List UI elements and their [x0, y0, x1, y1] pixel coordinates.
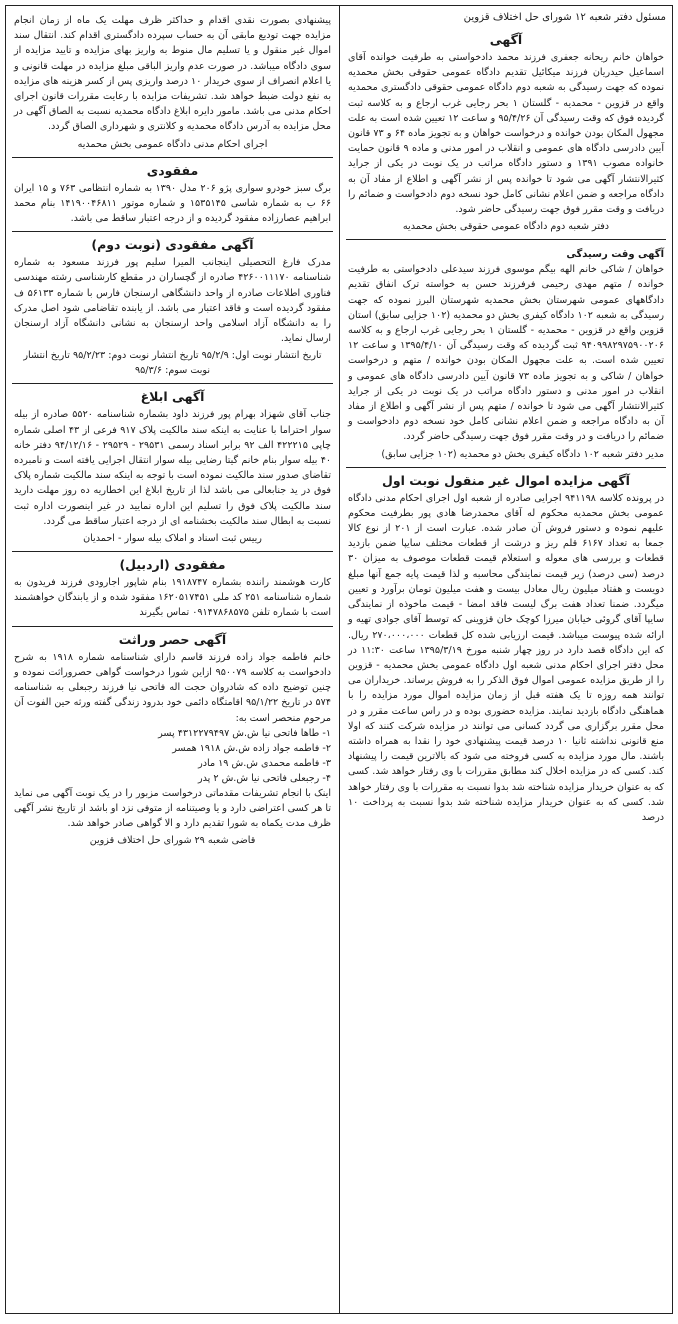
notice-lost-vehicle-doc [12, 158, 333, 233]
notice-inheritance [12, 627, 333, 854]
notice-body: پیشنهادی بصورت نقدی اقدام و حداکثر ظرف مهلت یک ماه از زمان انجام مزایده جهت تودیع مابقی آن به حساب سپرده دادگستری اقدام کند. انتقال سند اموال غیر منقول و یا تسلیم مال منوط به واریز بهای مزایده و تایید مزایده از سوی دادگاه میباشد. در صورت عدم واریز الباقی مبلغ مزایده در مهلت قانونی و یا اعلام انصراف از سوی خریدار ۱۰ درصد واریزی پس از کسر هزینه های مزایده به نفع دولت ضبط خواهد شد. تشریفات مزایده با رعایت مقررات قانون اجرای احکام مدنی می باشد. مامور دایره ابلاغ دادگاه محمدیه نسبت به الصاق آگهی در محل مزایده به آدرس دادگاه محمدیه و کلانتری و شهرداری الصاق گردد. [14, 15, 332, 133]
notice-heading: آگهی وقت رسیدگی [566, 249, 664, 261]
notice-body: خواهان خانم ریحانه جعفری فرزند محمد دادخواستی به طرفیت خوانده آقای اسماعیل حیدریان فرزند میکائیل تقدیم دادگاه عمومی حقوقی بخش محمدیه نموده که جهت رسیدگی به شعبه دوم دادگاه عمومی حقوقی دادگستری محمدیه واقع در قزوین - محمدیه - گلستان ۱ بحر رجایی غرب ارجاع و به کلاسه ثبت گردیده فوق که وقت رسیدگی آن ۹۵/۴/۲۶ و ساعت ۱۲ تعیین شده است به علت مجهول المکان بودن خوانده و درخواست خواهان و به تجویز ماده ۶۴ و ۷۳ قانون آیین دادرسی دادگاه های عمومی و انقلاب در امور مدنی و ماده ۹ قانون حمایت خانواده مصوب ۱۳۹۱ و دستور دادگاه مراتب در یک نوبت در یکی از جراید کثیرالانتشار آگهی می شود تا خوانده پس از نشر آگهی و اطلاع از مفاد آن به دادگاه مراجعه و ضمن اعلام نشانی کامل خود نسخه دوم دادخواست و ضمائم را دریافت و وقت مقرر فوق جهت رسیدگی حاضر شود. [348, 52, 665, 216]
heir-item: ۴- رجبعلی فاتحی نیا ش.ش ۲ پدر [197, 772, 331, 784]
notice-notification [12, 384, 333, 552]
notice-body: خواهان / شاکی خانم الهه بیگم موسوی فرزند سیدعلی دادخواستی به طرفیت خوانده / متهم مهدی رحیمی فرفرزند حسن به خواسته ترک انفاق تقدیم دادگاههای عمومی شهرستان بخش محمدیه شهرستان البرز نموده که جهت رسیدگی به شعبه ۱۰۲ دادگاه کیفری بخش دو محمدیه (۱۰۲ جزایی سابق) استان قزوین واقع در قزوین - محمدیه - گلستان ۱ بحر رجایی غرب ارجاع و به کلاسه ۹۴۰۹۹۸۲۹۷۵۹۰۰۲۰۶ ثبت گردیده که وقت رسیدگی آن ۱۳۹۵/۴/۱۰ و ساعت ۱۲ تعیین شده است. به علت مجهول المکان بودن خوانده / متهم و درخواست خواهان / شاکی و به تجویز ماده ۷۳ قانون آیین دادرسی دادگاه های عمومی و انقلاب در امور مدنی و دستور دادگاه مراتب در یک نوبت در یکی از جراید کثیرالانتشار آگهی می شود تا خوانده / متهم پس از نشر آگهی و اطلاع از مفاد آن به دادگاه مراجعه و ضمن اعلام نشانی کامل خود نسخه دوم دادخواست و ضمائم را دریافت و در وقت مقرر فوق جهت رسیدگی حاضر گردد. [348, 264, 664, 443]
left-column [6, 6, 339, 1313]
notice-body: خانم فاطمه جواد زاده فرزند قاسم دارای شناسنامه شماره ۱۹۱۸ به شرح دادخواست به کلاسه ۹۵۰۰۷۹ ازاین شورا درخواست گواهی حصروراثت نموده و چنین توضیح داده که شادروان حجت اله فاتحی نیا فرزند رجبعلی به شناسنامه ۵۷۴ در تاریخ ۹۵/۱/۲۲ اقامتگاه دائمی خود بدرود زندگی گفته ورثه حین الفوت آن مرحوم منحصر است به: [14, 651, 331, 724]
newspaper-page [5, 5, 673, 1314]
notice-heading: آگهی حصر وراثت [118, 631, 227, 647]
notice-heading: آگهی مفقودی (نوبت دوم) [91, 237, 254, 253]
notice-heading: مفقودی (اردبیل) [119, 557, 226, 573]
notice-heading: آگهی [489, 32, 523, 47]
publication-dates: تاریخ انتشار نوبت اول: ۹۵/۲/۹ تاریخ انتشار نوبت دوم: ۹۵/۲/۲۳ تاریخ انتشار نوبت سوم: ۹۵/۳/۶ [23, 350, 322, 377]
notice-signature: قاضی شعبه ۲۹ شورای حل اختلاف قزوین [89, 835, 256, 847]
heir-item: ۳- فاطمه محمدی ش.ش ۱۹ مادر [198, 757, 331, 769]
notice-body: مدرک فارغ التحصیلی اینجانب المیرا سلیم پور فرزند مسعود به شماره شناسنامه ۴۲۶۰۰۱۱۱۷۰ صادره از گچساران در مقطع کارشناسی رشته مهندسی فناوری اطلاعات صادره از واحد دانشگاهی ارسنجان فارس با شماره ۵۶۱۳۳ ف مفقود گردیده است و فاقد اعتبار می باشد. از یابنده تقاضامی شود اصل مدرک را به دانشگاه آزاد اسلامی واحد ارسنجان به نشانی دانشگاه آزاد ارسنجان ارسال نماید. [14, 257, 332, 345]
notice-heading: آگهی ابلاغ [140, 389, 205, 405]
notice-summons [346, 27, 666, 240]
notice-auction-continued [12, 10, 333, 158]
notice-hearing-time [346, 240, 666, 467]
notice-body: برگ سبز خودرو سواری پژو ۲۰۶ مدل ۱۳۹۰ به شماره انتظامی ۷۶۳ و ۱۵ ایران ۶۶ ب به شماره شاسی ۱۵۳۵۱۴۵ و شماره موتور ۱۴۱۹۰۰۴۶۸۱۱ بنام محمد ابراهیم عصارزاده مفقود گردیده و از درجه اعتبار ساقط می باشد. [14, 182, 331, 225]
notice-body: کارت هوشمند راننده بشماره ۱۹۱۸۷۴۷ بنام شاپور اجارودی فرزند فریدون به شماره شناسنامه ۲۵۱ کد ملی ۱۶۲۰۵۱۷۴۵۱ مفقود شده و از یابندگان خواهشمند است با شماره تلفن ۰۹۱۴۷۸۶۸۵۷۵ تماس بگیرند [14, 577, 331, 619]
notice-heading: مفقودی [146, 162, 199, 178]
council-office-line: مسئول دفتر شعبه ۱۲ شورای حل اختلاف قزوین [463, 12, 666, 23]
notice-lost-degree [12, 232, 333, 384]
notice-tail: اینک با انجام تشریفات مقدماتی درخواست مزبور را در یک نوبت آگهی می نماید تا هر کسی اعتراضی دارد و یا وصیتنامه از متوفی نزد او باشد از تاریخ نشر آگهی ظرف مدت یکماه به شورا تقدیم دارد و الا گواهی صادر خواهد شد. [14, 787, 331, 830]
notice-signature: رییس ثبت اسناد و املاک بیله سوار - احمدیان [83, 533, 262, 545]
notice-signature: مدیر دفتر شعبه ۱۰۲ دادگاه کیفری بخش دو محمدیه (۱۰۲ جزایی سابق) [381, 448, 664, 460]
notice-heading: آگهی مزایده اموال غیر منقول نوبت اول [382, 472, 630, 488]
heir-item: ۱- طاها فاتحی نیا ش.ش ۴۳۱۲۲۷۹۴۹۷ پسر [158, 727, 331, 739]
notice-signature: دفتر شعبه دوم دادگاه عمومی حقوقی بخش محمدیه [402, 221, 610, 233]
notice-body: در پرونده کلاسه ۹۴۱۱۹۸ اجرایی صادره از شعبه اول اجرای احکام مدنی دادگاه عمومی بخش محمدیه محکوم له آقای محمدرضا هادی پور بطرفیت محکوم علیهم نموده و دستور فروش آن صادر شده. عبارت است از ۲۰۱ از نوع کالا جمعا به تعداد ۶۱۶۷ قلم ریز و درشت از قطعات مختلف سایپا ضمن بازدید قطعات و بررسی های معوله و استعلام قیمت قطعات موصوف به میزان ۳۰ درصد (سی درصد) زیر قیمت نمایندگی محاسبه و لذا قیمت پایه جمع آنها مبلغ دویست و هفتاد میلیون ریال معادل بیست و هفت میلیون تومان برآورد و تعیین میگردد. ضمنا تعداد هفت برگ لیست فاقد امضا - قیمت ماخوذه از نمایندگی سایپا آقای گروئی خیابان میرزا کوچک خان قزوینی که توسط آقای جوادی تهیه و ارائه شده پیوست میباشد. قیمت ارزیابی شده کل قطعات ۲۷۰،۰۰۰،۰۰۰ ریال. که این دادگاه قصد دارد در روز چهار شنبه مورخ ۱۳۹۵/۳/۱۹ ساعت ۱۱:۳۰ در محل دفتر اجرای احکام مدنی شعبه اول دادگاه عمومی بخش محمدیه - قزوین را از طریق مزایده عمومی اموال فوق الذکر را به فروش برساند. خریداران می توانند همه روزه تا یک هفته قبل از زمان مزایده اموال مورد مزایده را با هماهنگی دادگاه بازدید نمایند. مزایده حضوری بوده و در راس ساعت مقرر و در محل مقرر برگزاری می گردد کسانی می توانند در مزایده شرکت کنند که اولا منع قانونی نداشته ثانیا ۱۰ درصد قیمت پیشنهادی خود را نقدا به همراه داشته باشند. مال مورد مزایده به کسی فروخته می شود که بالاترین قیمت را پیشنهاد کند. کسی که در مزایده اخلال کند مطابق مقررات با وی رفتار خواهد شد. کسی که به عنوان خریدار مزایده شناخته شد بدوا نسبت به مقررات با وی رفتار خواهد شد. کسی که به عنوان خریدار مزایده شناخته شد بدوا نسبت به پرداخت ۱۰ درصد [348, 492, 665, 823]
notice-auction [346, 468, 666, 830]
notice-body: جناب آقای شهزاد بهرام پور فرزند داود بشماره شناسنامه ۵۵۲۰ صادره از بیله سوار احتراما با عنایت به اینکه سند مالکیت پلاک ۹۱۷ فرعی از ۴۳ اصلی شماره چاپی ۴۲۲۲۱۵ الف ۹۲ برابر اسناد رسمی ۲۹۵۳۱ - ۲۹۵۲۹ - ۹۴/۱۲/۱۶ دفتر خانه ۴۰ بیله سوار بنام خانم گیتا رضایی بیله سوار انتقال اجرایی یافته است و نامبرده تقاضای صدور سند مالکیت نموده است با توجه به اینکه سند مالکیت شماره پلاک فوق در ید جنابعالی می باشد لذا از تاریخ ابلاغ این اخطاریه ده روز مهلت دارید سند مالکیت پلاک فوق را تسلیم این اداره نمایید در غیر اینصورت اداره ثبت نسبت به ابطال سند مالکیت بخشنامه ای از درجه اعتبار ساقط می گردد. [14, 409, 331, 527]
heir-item: ۲- فاطمه جواد زاده ش.ش ۱۹۱۸ همسر [172, 742, 331, 754]
notice-lost-driver-card [12, 552, 333, 627]
right-column [339, 6, 672, 1313]
heirs-list [14, 726, 331, 786]
notice-signature: اجرای احکام مدنی دادگاه عمومی بخش محمدیه [77, 138, 268, 150]
